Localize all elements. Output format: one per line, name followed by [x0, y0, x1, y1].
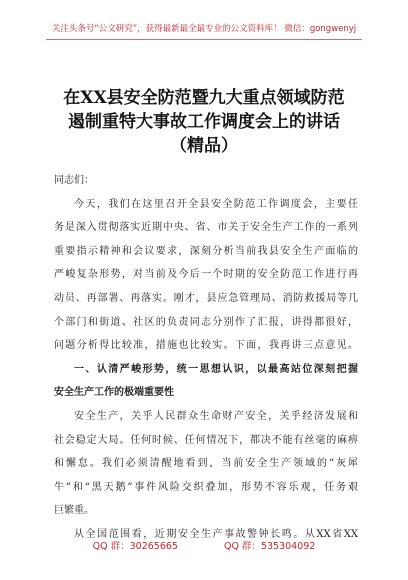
- qq-group-1: QQ 群：30265665: [92, 541, 178, 552]
- body-line: 动员、再部署、再落实。刚才，县应急管理局、消防救援局等几: [54, 292, 358, 304]
- section-heading: 一、认清严峻形势，统一思想认识，以最高站位深刻把握: [74, 363, 358, 375]
- title-line: （精品）: [170, 136, 238, 156]
- body-line: 今天，我们在这里召开全县安全防范工作调度会，主要任: [74, 198, 358, 210]
- header-notice: 关注头条号“公文研究”，获得最新最全最专业的公文资料库！ 微信：gongwenyj: [51, 24, 357, 34]
- body-line: 问题分析得比较准，措施也比较实。下面，我再讲三点意见。: [54, 340, 358, 352]
- body-line: 务是深入贯彻落实近期中央、省、市关于安全生产工作的一系列: [54, 222, 358, 234]
- body-line: 重要指示精神和会议要求，深刻分析当前我县安全生产面临的: [54, 245, 358, 257]
- document-title: [40, 86, 368, 158]
- body-line: 严峻复杂形势，对当前及今后一个时期的安全防范工作进行再: [54, 269, 358, 281]
- body-line: 安全生产，关乎人民群众生命财产安全，关乎经济发展和: [74, 410, 358, 422]
- body-line: 牛”和“黑天鹅”事件风险交织叠加，形势不容乐观，任务艰: [54, 481, 358, 493]
- section-heading: 安全生产工作的极端重要性: [54, 387, 174, 399]
- body-line: 和懈怠。我们必须清醒地看到，当前安全生产领域的“灰犀: [54, 458, 358, 470]
- title-line: 遏制重特大事故工作调度会上的讲话: [68, 112, 340, 132]
- footer-contact: [0, 538, 408, 552]
- title-line: 在XX县安全防范暨九大重点领域防范: [63, 88, 345, 108]
- qq-group-2: QQ 群：535304092: [223, 541, 316, 552]
- body-line: 个部门和街道、社区的负责同志分别作了汇报，讲得都很好，: [54, 316, 358, 328]
- document-body: [54, 169, 358, 547]
- salutation: 同志们：: [54, 175, 94, 186]
- body-line: 社会稳定大局。任何时候、任何情况下，都决不能有丝毫的麻痹: [54, 434, 358, 446]
- body-line: 从全国范围看，近期安全生产事故警钟长鸣。从XX省XX: [74, 528, 358, 540]
- header-divider: [46, 39, 362, 40]
- body-line: 巨繁重。: [54, 505, 94, 517]
